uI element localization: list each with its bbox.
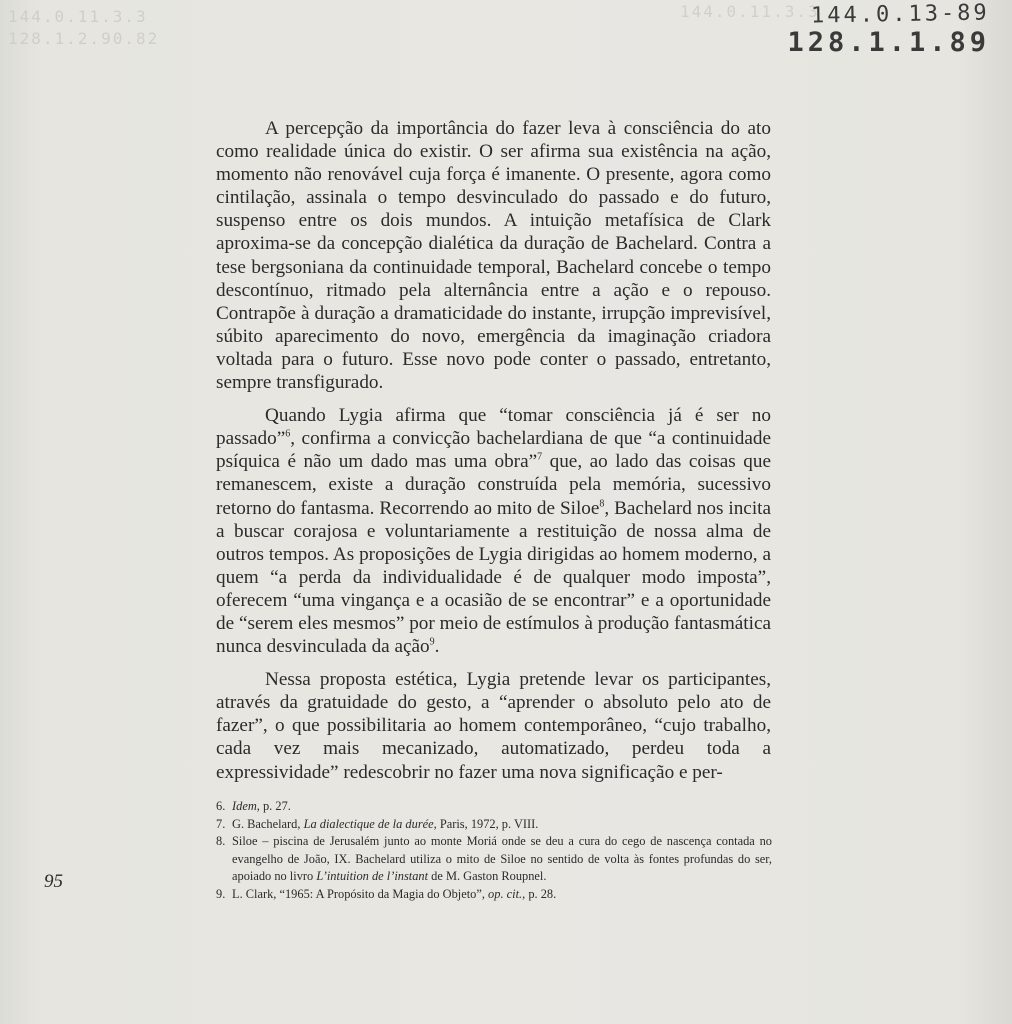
- footnote: [216, 798, 772, 816]
- text-run: A percepção da importância do fazer leva à consciência do ato como realidade única do existir. O ser afirma sua existência na ação, momento não renovável cuja força é imanente. O presente, agora como cintilação, assinala o tempo desvinculado do passado e do futuro, suspenso entre os dois mundos. A intuição metafísica de Clark aproxima-se da concepção dialética da duração de Bachelard. Contra a tese bergsoniana da continuidade temporal, Bachelard concebe o tempo descontínuo, ritmado pela alternância entre a ação e o repouso. Contrapõe à duração a dramaticidade do instante, irrupção imprevisível, súbito aparecimento do novo, emergência da imaginação criadora voltada para o futuro. Esse novo pode conter o passado, entretanto, sempre transfigurado.: [216, 118, 771, 394]
- footnote-number: 6.: [216, 799, 226, 813]
- text-run: G. Bachelard,: [232, 816, 304, 831]
- footnote: [216, 833, 772, 886]
- text-run: , p. 28.: [522, 886, 557, 901]
- faint-bleed-stamp: [8, 6, 159, 50]
- footnote-text: [232, 886, 772, 904]
- text-run: de M. Gaston Roupnel.: [428, 869, 547, 883]
- text-run: , Bachelard nos incita a buscar corajosa e voluntariamente a restituição de nossa alma de outros tempos. As proposições de Lygia dirigidas ao homem moderno, a quem “a perda da individualidade é de qualquer modo imposta”, oferecem “uma vingança e a ocasião de se encontrar” e a oportunidade de “serem eles mesmos” por meio de estímulos à produção fantasmática nunca desvinculada da ação: [216, 497, 771, 658]
- footnotes: [216, 798, 772, 903]
- text-run: , p. 27.: [256, 799, 291, 813]
- page-number: 95: [44, 871, 63, 892]
- text-run: Nessa proposta estética, Lygia pretende levar os participantes, através da gratuidade do gesto, a “aprender o absoluto pelo ato de fazer”, o que possibilitaria ao homem contemporâneo, “cujo trabalho, cada vez mais mecanizado, automatizado, perdeu toda a expressividade” redescobrir no fazer uma nova significação e per-: [216, 669, 771, 783]
- paragraph: [216, 668, 771, 783]
- italic-title: La dialectique de la durée: [303, 816, 434, 831]
- text-run: que, ao lado das coisas que remanescem, existe a duração construída pela memória, sucessivo retorno do fantasma. Recorrendo ao mito de Siloe: [216, 451, 771, 519]
- footnote-number: 7.: [216, 816, 226, 831]
- footnote-reference: 7: [537, 451, 543, 463]
- handwritten-catalog-number-1: 144.0.13-89: [811, 0, 991, 29]
- faint-stamp-line-2: 128.1.2.90.82: [8, 29, 160, 48]
- footnote-number: 8.: [216, 834, 226, 848]
- paragraph: [216, 117, 771, 394]
- italic-title: Idem: [232, 799, 257, 813]
- faint-stamp-right: 144.0.11.3.3: [680, 2, 820, 21]
- footnote-text: [232, 833, 772, 886]
- text-run: L. Clark, “1965: A Propósito da Magia do Objeto”,: [232, 886, 489, 901]
- paragraph: [216, 404, 771, 658]
- text-run: Siloe – piscina de Jerusalém junto ao monte Moriá onde se deu a cura do cego de nascença contada no evangelho de João, IX. Bachelard utiliza o mito de Siloe no sentido de volta às fontes profundas do ser, apoiado no livro: [232, 834, 772, 883]
- footnote: [216, 816, 772, 834]
- footnote: [216, 886, 772, 904]
- text-run: .: [434, 636, 440, 658]
- italic-title: L’intuition de l’instant: [316, 869, 429, 883]
- footnote-reference: 9: [429, 636, 435, 648]
- italic-title: op. cit.: [488, 886, 523, 901]
- main-body-text: [216, 117, 771, 794]
- text-run: , confirma a convicção bachelardiana de que “a continuidade psíquica é não um dado mas uma obra”: [216, 428, 771, 473]
- handwritten-catalog-number-2: 128.1.1.89: [787, 27, 990, 58]
- footnote-reference: 6: [285, 428, 291, 440]
- footnote-reference: 8: [599, 498, 605, 510]
- footnote-number: 9.: [216, 886, 226, 901]
- faint-stamp-line-1: 144.0.11.3.3: [8, 7, 148, 26]
- footnote-text: [232, 798, 772, 816]
- text-run: , Paris, 1972, p. VIII.: [433, 816, 539, 831]
- text-run: Quando Lygia afirma que “tomar consciência já é ser no passado”: [216, 405, 771, 450]
- footnote-text: [232, 816, 772, 834]
